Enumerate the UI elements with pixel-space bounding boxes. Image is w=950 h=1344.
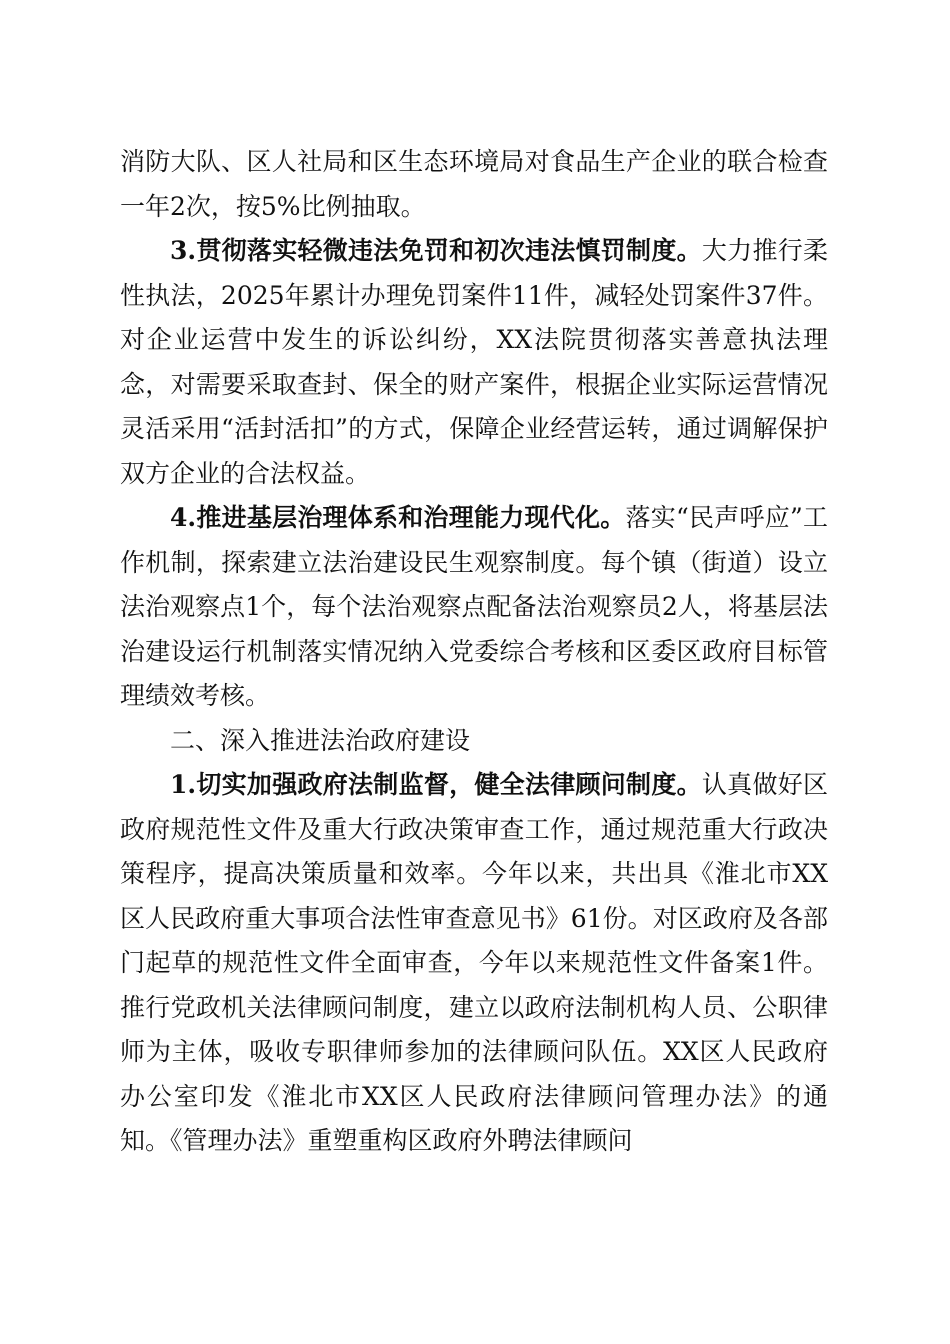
paragraph-item-1: [120, 763, 828, 1164]
paragraph-text: 消防大队、区人社局和区生态环境局对食品生产企业的联合检查一年2次，按5%比例抽取。: [120, 147, 828, 221]
section-heading-text: 二、深入推进法治政府建设: [170, 725, 471, 755]
paragraph-lead: 4.推进基层治理体系和治理能力现代化。: [170, 503, 626, 532]
paragraph-lead: 1.切实加强政府法制监督，健全法律顾问制度。: [170, 770, 702, 799]
paragraph-text: 认真做好区政府规范性文件及重大行政决策审查工作，通过规范重大行政决策程序，提高决策质量和效率。今年以来，共出具《淮北市XX区人民政府重大事项合法性审查意见书》61份。对区政府及各部门起草的规范性文件全面审查，今年以来规范性文件备案1件。推行党政机关法律顾问制度，建立以政府法制机构人员、公职律师为主体，吸收专职律师参加的法律顾问队伍。XX区人民政府办公室印发《淮北市XX区人民政府法律顾问管理办法》的通知。《管理办法》重塑重构区政府外聘法律顾问: [120, 770, 828, 1155]
paragraph-lead: 3.贯彻落实轻微违法免罚和初次违法慎罚制度。: [170, 236, 702, 265]
paragraph-continuation: [120, 140, 828, 229]
document-body: [120, 140, 828, 1164]
section-heading: [120, 719, 828, 764]
paragraph-item-4: [120, 496, 828, 719]
paragraph-text: 落实“民声呼应”工作机制，探索建立法治建设民生观察制度。每个镇（街道）设立法治观察点1个，每个法治观察点配备法治观察员2人，将基层法治建设运行机制落实情况纳入党委综合考核和区委区政府目标管理绩效考核。: [120, 503, 828, 710]
paragraph-item-3: [120, 229, 828, 496]
paragraph-text: 大力推行柔性执法，2025年累计办理免罚案件11件，减轻处罚案件37件。对企业运营中发生的诉讼纠纷，XX法院贯彻落实善意执法理念，对需要采取查封、保全的财产案件，根据企业实际运营情况灵活采用“活封活扣”的方式，保障企业经营运转，通过调解保护双方企业的合法权益。: [120, 236, 828, 488]
